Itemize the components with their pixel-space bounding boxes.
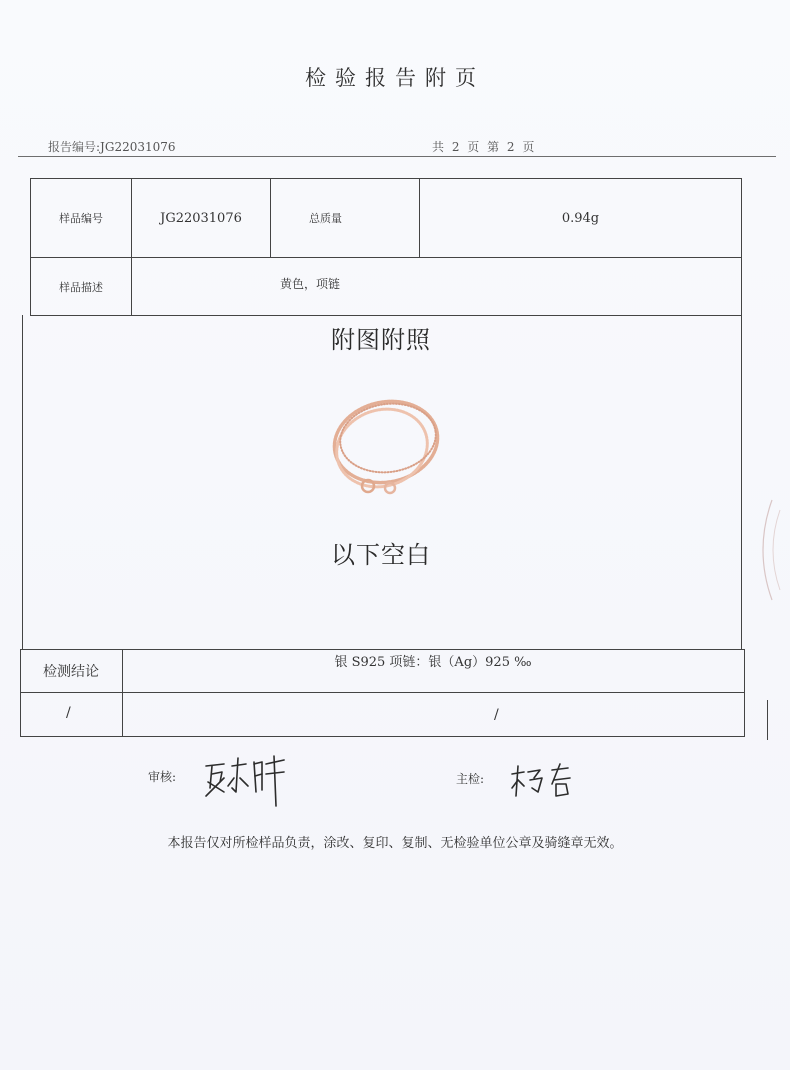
page-count: 共 2 页 第 2 页 [432,140,535,154]
report-number: 报告编号:JG22031076 [48,140,176,154]
photo-heading: 附图附照 [331,326,431,354]
necklace-photo [318,390,448,502]
photo-box-left [22,315,23,650]
description-label: 样品描述 [59,280,103,294]
blank-note: 以下空白 [331,541,431,569]
total-mass-value: 0.94g [561,210,600,226]
conclusion-right [744,649,745,737]
reviewer-label: 审核: [148,770,177,784]
sample-no-label: 样品编号 [59,212,103,225]
disclaimer: 本报告仅对所检样品负责，涂改、复印、复制、无检验单位公章及骑缝章无效。 [167,836,623,851]
table-right-border [741,178,742,650]
sample-no-value: JG22031076 [160,210,242,226]
row-divider-2 [30,315,742,316]
conclusion-slash-left: / [66,705,71,721]
inspector-signature [508,762,588,802]
total-mass-label: 总质量 [309,212,342,225]
header-divider [18,156,776,157]
conclusion-label: 检测结论 [43,664,99,680]
reviewer-signature [200,752,290,812]
conclusion-slash-right: / [494,707,499,723]
conclusion-bottom [20,736,745,737]
conclusion-mid [20,692,745,693]
inspector-label: 主检: [456,772,485,786]
seam-stamp [752,490,790,610]
description-value: 黄色，项链 [279,276,340,291]
seam-mark [767,700,768,740]
conclusion-value: 银 S925 项链：银（Ag）925 ‰ [334,655,532,670]
page-title: 检验报告附页 [305,66,485,90]
